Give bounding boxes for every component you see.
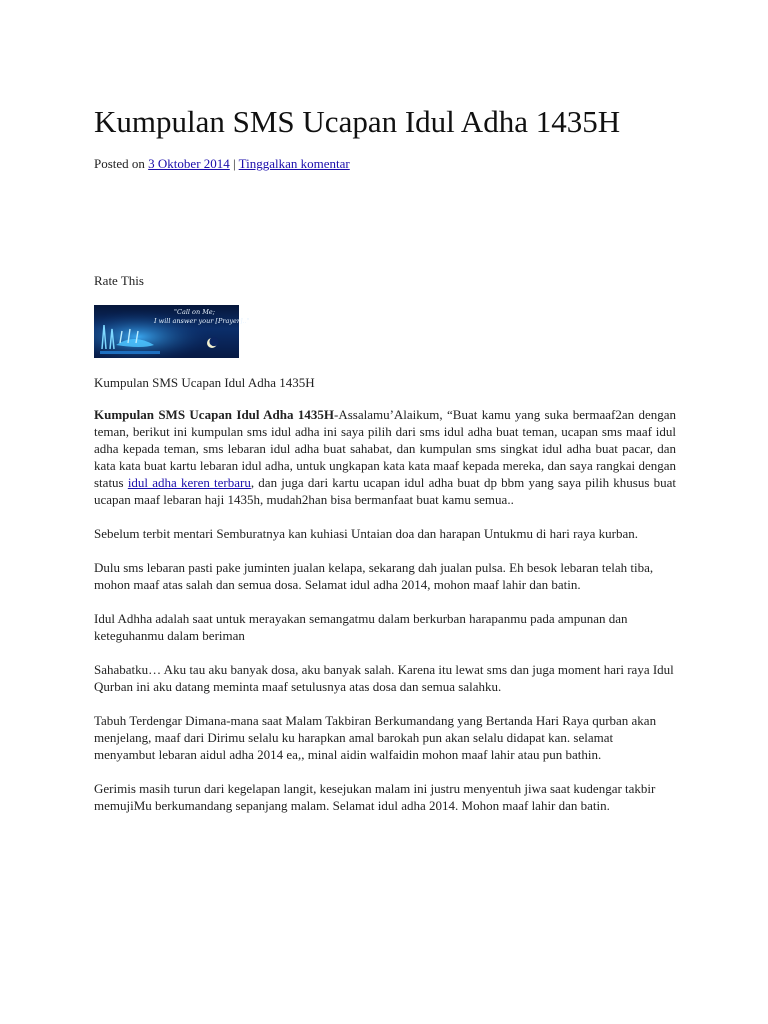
idul-adha-keren-link[interactable]: idul adha keren terbaru <box>127 475 251 490</box>
image-caption: Kumpulan SMS Ucapan Idul Adha 1435H <box>94 375 315 390</box>
intro-bold-lead: Kumpulan SMS Ucapan Idul Adha 1435H <box>94 407 334 422</box>
image-quote-line1: "Call on Me; <box>174 308 215 316</box>
paragraph: Gerimis masih turun dari kegelapan langit, kesejukan malam ini justru menyentuh jiwa saat kudengar takbir memujiMu berkumandang sepanjang malam. Selamat idul adha 2014. Mohon maaf lahir dan batin. <box>94 781 656 813</box>
post-date-link[interactable]: 3 Oktober 2014 <box>148 156 230 171</box>
paragraph: Idul Adhha adalah saat untuk merayakan semangatmu dalam berkurban harapanmu pada ampunan dan keteguhanmu dalam beriman <box>94 611 628 643</box>
post-body <box>94 406 676 831</box>
paragraph: Sebelum terbit mentari Semburatnya kan kuhiasi Untaian doa dan harapan Untukmu di hari raya kurban. <box>94 526 639 541</box>
post-meta <box>94 156 350 172</box>
mosque-calligraphy-image <box>94 305 250 358</box>
paragraph: Tabuh Terdengar Dimana-mana saat Malam Takbiran Berkumandang yang Bertanda Hari Raya qurban akan menjelang, maaf dari Dirimu selalu ku harapkan amal barokah pun akan selalu didapat kan. selamat menyambut lebaran aidul adha 2014 ea,, minal aidin walfaidin mohon maaf lahir atau pun bathin. <box>94 713 657 762</box>
rate-this-label[interactable]: Rate This <box>94 273 144 288</box>
meta-separator: | <box>233 156 236 171</box>
posted-on-label: Posted on <box>94 156 145 171</box>
intro-text: -Assalamu’Alaikum, “Buat kamu yang suka bermaaf2an dengan teman, berikut ini kumpulan sms idul adha ini saya pilih dari sms idul adha buat teman, ucapan sms maaf idul adha kepada teman, sms lebaran idul adha buat sahabat, dan kumpulan sms singkat idul adha buat pacar, dan kata kata buat kartu lebaran idul adha, untuk ungkapan kata kata maaf kepada mereka, dan saya rangkai dengan status <box>94 407 676 490</box>
paragraph: Sahabatku… Aku tau aku banyak dosa, aku banyak salah. Karena itu lewat sms dan juga moment hari raya Idul Qurban ini aku datang meminta maaf setulusnya atas dosa dan semua salahku. <box>94 662 674 694</box>
image-quote-line2: I will answer your [Prayer].." <box>154 317 250 325</box>
post-title: Kumpulan SMS Ucapan Idul Adha 1435H <box>94 104 621 139</box>
intro-text-end: , dan juga dari kartu ucapan idul adha buat dp bbm yang saya pilih khusus buat ucapan maaf lebaran haji 1435h, mudah2han bisa bermanfaat buat kamu semua.. <box>94 475 676 507</box>
intro-paragraph <box>94 406 676 508</box>
post-image <box>94 305 250 358</box>
leave-comment-link[interactable]: Tinggalkan komentar <box>238 156 350 171</box>
paragraph: Dulu sms lebaran pasti pake juminten jualan kelapa, sekarang dah jualan pulsa. Eh besok lebaran telah tiba, mohon maaf atas salah dan semua dosa. Selamat idul adha 2014, mohon maaf lahir dan batin. <box>94 560 654 592</box>
